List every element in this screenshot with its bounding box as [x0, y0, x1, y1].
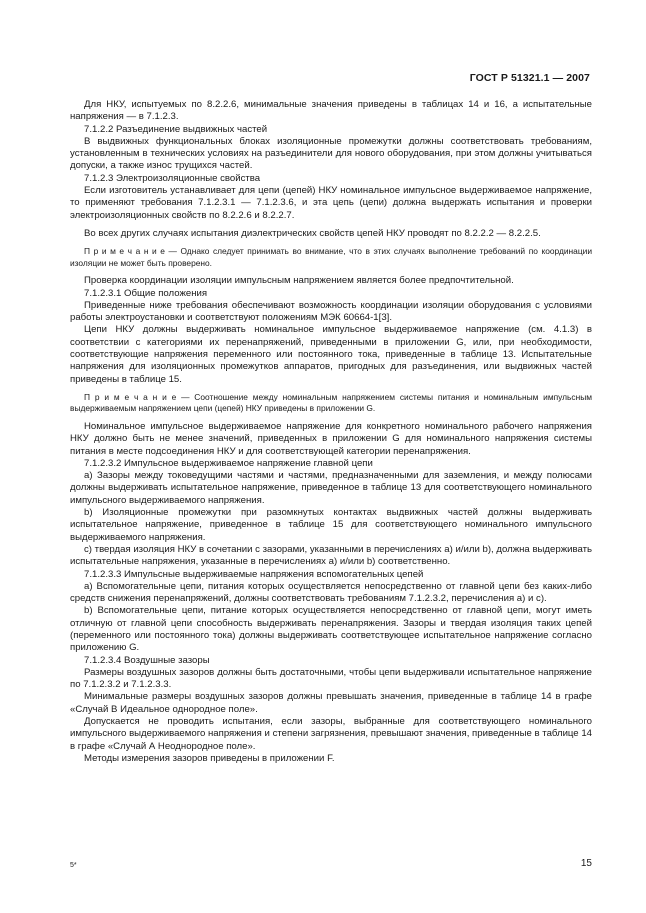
- paragraph: Размеры воздушных зазоров должны быть достаточными, чтобы цепи выдерживали испытательное напряжение по 7.1.2.3.2 и 7.1.2.3.3.: [70, 666, 592, 691]
- page-number: 15: [580, 858, 592, 869]
- list-item: c) твердая изоляция НКУ в сочетании с зазорами, указанными в перечислениях a) и/или b), должна выдерживать испытательные напряжения, указанные в перечислениях a) и/или b) соответственно.: [70, 543, 592, 568]
- section-heading: 7.1.2.3.3 Импульсные выдерживаемые напряжения вспомогательных цепей: [84, 568, 424, 580]
- paragraph: Номинальное импульсное выдерживаемое напряжение для конкретного номинального рабочего напряжения НКУ должно быть не менее значений, приведенных в приложении G для номинального напряжения системы питания в месте подсоединения НКУ и для соответствующей категории перенапряжения.: [70, 420, 592, 457]
- sheet-mark: 5*: [70, 862, 77, 869]
- paragraph: Методы измерения зазоров приведены в приложении F.: [84, 752, 335, 764]
- document-body: [70, 99, 592, 765]
- note: П р и м е ч а н и е — Соотношение между номинальным напряжением системы питания и номинальным импульсным выдерживаемым напряжением цепи (цепей) НКУ приведены в приложении G.: [70, 391, 592, 414]
- paragraph: Если изготовитель устанавливает для цепи (цепей) НКУ номинальное импульсное выдерживаемое напряжение, то применяют требования 7.1.2.3.1 — 7.1.2.3.6, и эта цепь (цепи) должна выдержать испытания и проверки электроизоляционных свойств по 8.2.2.6 и 8.2.2.7.: [70, 185, 592, 221]
- paragraph: Цепи НКУ должны выдерживать номинальное импульсное выдерживаемое напряжение (см. 4.1.3) в соответствии с категориями их перенапряжений, приведенными в приложении G, или, при необходимости, соответствующие напряжения переменного или постоянного тока, приведенные в таблице 13. Испытательные напряжения для изоляционных промежутков аппаратов, пригодных для разъединения, или выдвижных частей приведены в таблице 15.: [70, 324, 592, 385]
- document-code: ГОСТ Р 51321.1 — 2007: [469, 72, 590, 84]
- list-item: a) Вспомогательные цепи, питания которых осуществляется непосредственно от главной цепи без каких-либо средств снижения перенапряжений, должны соответствовать требованиям 7.1.2.3.2, перечисления a) и c).: [70, 580, 592, 605]
- list-item: b) Вспомогательные цепи, питание которых осуществляется непосредственно от главной цепи, могут иметь отличную от главной цепи способность выдерживать перенапряжения. Зазоры и твердая изоляция таких цепей (переменного или постоянного тока) должны выдерживать соответствующее испытательное напряжение согласно приложению G.: [70, 605, 592, 654]
- list-item: a) Зазоры между токоведущими частями и частями, предназначенными для заземления, и между полюсами должны выдерживать испытательное напряжение, приведенное в таблице 13 для соответствующего номинального импульсного выдерживаемого напряжения.: [70, 470, 592, 506]
- note: П р и м е ч а н и е — Однако следует принимать во внимание, что в этих случаях выполнение требований по координации изоляции не может быть проверено.: [70, 246, 592, 268]
- paragraph: Приведенные ниже требования обеспечивают возможность координации изоляции оборудования с условиями работы электроустановки и соответствуют положениям МЭК 60664-1[3].: [70, 299, 592, 324]
- section-heading: 7.1.2.3.4 Воздушные зазоры: [84, 654, 210, 666]
- section-heading: 7.1.2.3 Электроизоляционные свойства: [84, 172, 261, 184]
- section-heading: 7.1.2.3.1 Общие положения: [84, 287, 208, 299]
- section-heading: 7.1.2.2 Разъединение выдвижных частей: [84, 123, 268, 135]
- section-heading: 7.1.2.3.2 Импульсное выдерживаемое напряжение главной цепи: [84, 457, 373, 469]
- paragraph: Для НКУ, испытуемых по 8.2.2.6, минимальные значения приведены в таблицах 14 и 16, а испытательные напряжения — в 7.1.2.3.: [70, 99, 592, 123]
- paragraph: Проверка координации изоляции импульсным напряжением является более предпочтительной.: [84, 275, 514, 287]
- paragraph: Во всех других случаях испытания диэлектрических свойств цепей НКУ проводят по 8.2.2.2 — 8.2.2.5.: [84, 227, 541, 239]
- paragraph: Допускается не проводить испытания, если зазоры, выбранные для соответствующего номинального импульсного выдерживаемого напряжения и степени загрязнения, превышают значения, приведенные в таблице 14 в графе «Случай А Неоднородное поле».: [70, 716, 592, 752]
- paragraph: В выдвижных функциональных блоках изоляционные промежутки должны соответствовать требованиям, установленным в технических условиях на разъединители для нового оборудования, при этом должны учитываться допуски, а также износ трущихся частей.: [70, 135, 592, 172]
- paragraph: Минимальные размеры воздушных зазоров должны превышать значения, приведенные в таблице 14 в графе «Случай В Идеальное однородное поле».: [70, 691, 592, 715]
- list-item: b) Изоляционные промежутки при разомкнутых контактах выдвижных частей должны выдерживать испытательное напряжение, приведенное в таблице 15 для соответствующего номинального импульсного выдерживаемого напряжения.: [70, 507, 592, 543]
